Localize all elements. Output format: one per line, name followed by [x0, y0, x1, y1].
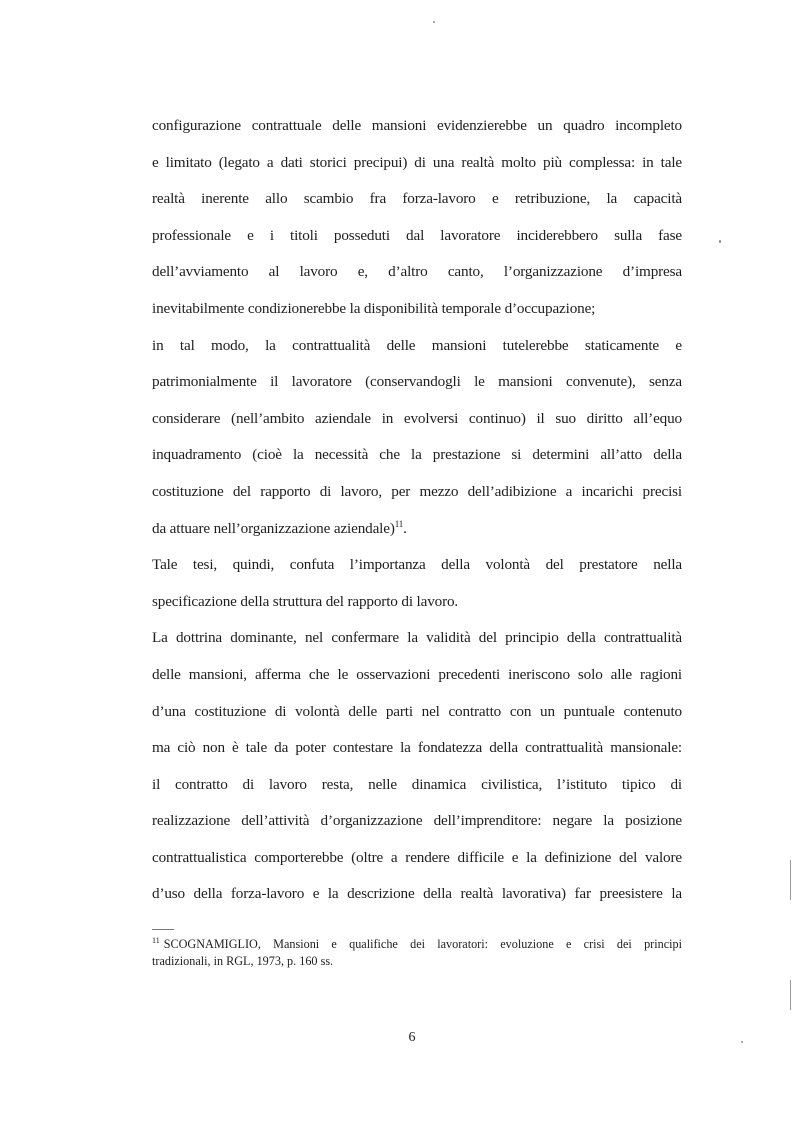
- footnote-separator: [152, 929, 174, 930]
- text-line: specificazione della struttura del rapporto di lavoro.: [152, 592, 459, 610]
- text-line: il contratto di lavoro resta, nelle dinamica civilistica, l’istituto tipico di: [152, 775, 682, 793]
- text-line: Tale tesi, quindi, confuta l’importanza della volontà del prestatore nella: [152, 556, 682, 574]
- page-number: 6: [408, 1030, 416, 1045]
- text-line: e limitato (legato a dati storici precipui) di una realtà molto più complessa: in tale: [152, 153, 682, 171]
- text-line: patrimonialmente il lavoratore (conservandogli le mansioni convenute), senza: [152, 373, 682, 391]
- scan-edge-mark: [790, 860, 791, 900]
- text-line: inevitabilmente condizionerebbe la disponibilità temporale d’occupazione;: [152, 299, 596, 317]
- footnote-line: tradizionali, in RGL, 1973, p. 160 ss.: [152, 954, 334, 968]
- text-line: contrattualistica comporterebbe (oltre a rendere difficile e la definizione del valore: [152, 848, 682, 866]
- footnote-reference[interactable]: 11: [394, 518, 404, 529]
- text-line: professionale e i titoli posseduti dal lavoratore inciderebbero sulla fase: [152, 226, 682, 244]
- text-line: dell’avviamento al lavoro e, d’altro canto, l’organizzazione d’impresa: [152, 263, 682, 281]
- body-text: [152, 108, 682, 913]
- text-line: delle mansioni, afferma che le osservazioni precedenti ineriscono solo alle ragioni: [152, 665, 682, 683]
- footnote-number: 11: [152, 936, 160, 945]
- text-line: costituzione del rapporto di lavoro, per mezzo dell’adibizione a incarichi precisi: [152, 482, 682, 500]
- scan-speck: [741, 1041, 743, 1043]
- text-line: realizzazione dell’attività d’organizzazione dell’imprenditore: negare la posizione: [152, 812, 682, 830]
- text-line: realtà inerente allo scambio fra forza-lavoro e retribuzione, la capacità: [152, 190, 682, 208]
- scan-edge-mark: [790, 980, 791, 1010]
- footnote-ref-suffix: .: [403, 519, 407, 537]
- text-line: in tal modo, la contrattualità delle mansioni tutelerebbe staticamente e: [152, 336, 682, 354]
- text-line: da attuare nell’organizzazione aziendale): [152, 519, 395, 537]
- footnote-line: [152, 936, 682, 953]
- text-line: La dottrina dominante, nel confermare la validità del principio della contrattualità: [152, 629, 682, 647]
- scan-speck: [433, 21, 435, 23]
- text-line: ma ciò non è tale da poter contestare la fondatezza della contrattualità mansionale:: [152, 739, 682, 757]
- scan-speck: [719, 240, 721, 243]
- text-line: considerare (nell’ambito aziendale in evolversi continuo) il suo diritto all’equo: [152, 409, 682, 427]
- text-line: inquadramento (cioè la necessità che la prestazione si determini all’atto della: [152, 446, 682, 464]
- footnote-text: SCOGNAMIGLIO, Mansioni e qualifiche dei lavoratori: evoluzione e crisi dei principi: [163, 937, 682, 951]
- text-line: d’uso della forza-lavoro e la descrizione della realtà lavorativa) far preesistere la: [152, 885, 682, 903]
- text-line: d’una costituzione di volontà delle parti nel contratto con un puntuale contenuto: [152, 702, 682, 720]
- footnote: [152, 936, 682, 970]
- text-line: configurazione contrattuale delle mansioni evidenzierebbe un quadro incompleto: [152, 117, 682, 134]
- text-line-with-footnote-ref: [152, 511, 682, 548]
